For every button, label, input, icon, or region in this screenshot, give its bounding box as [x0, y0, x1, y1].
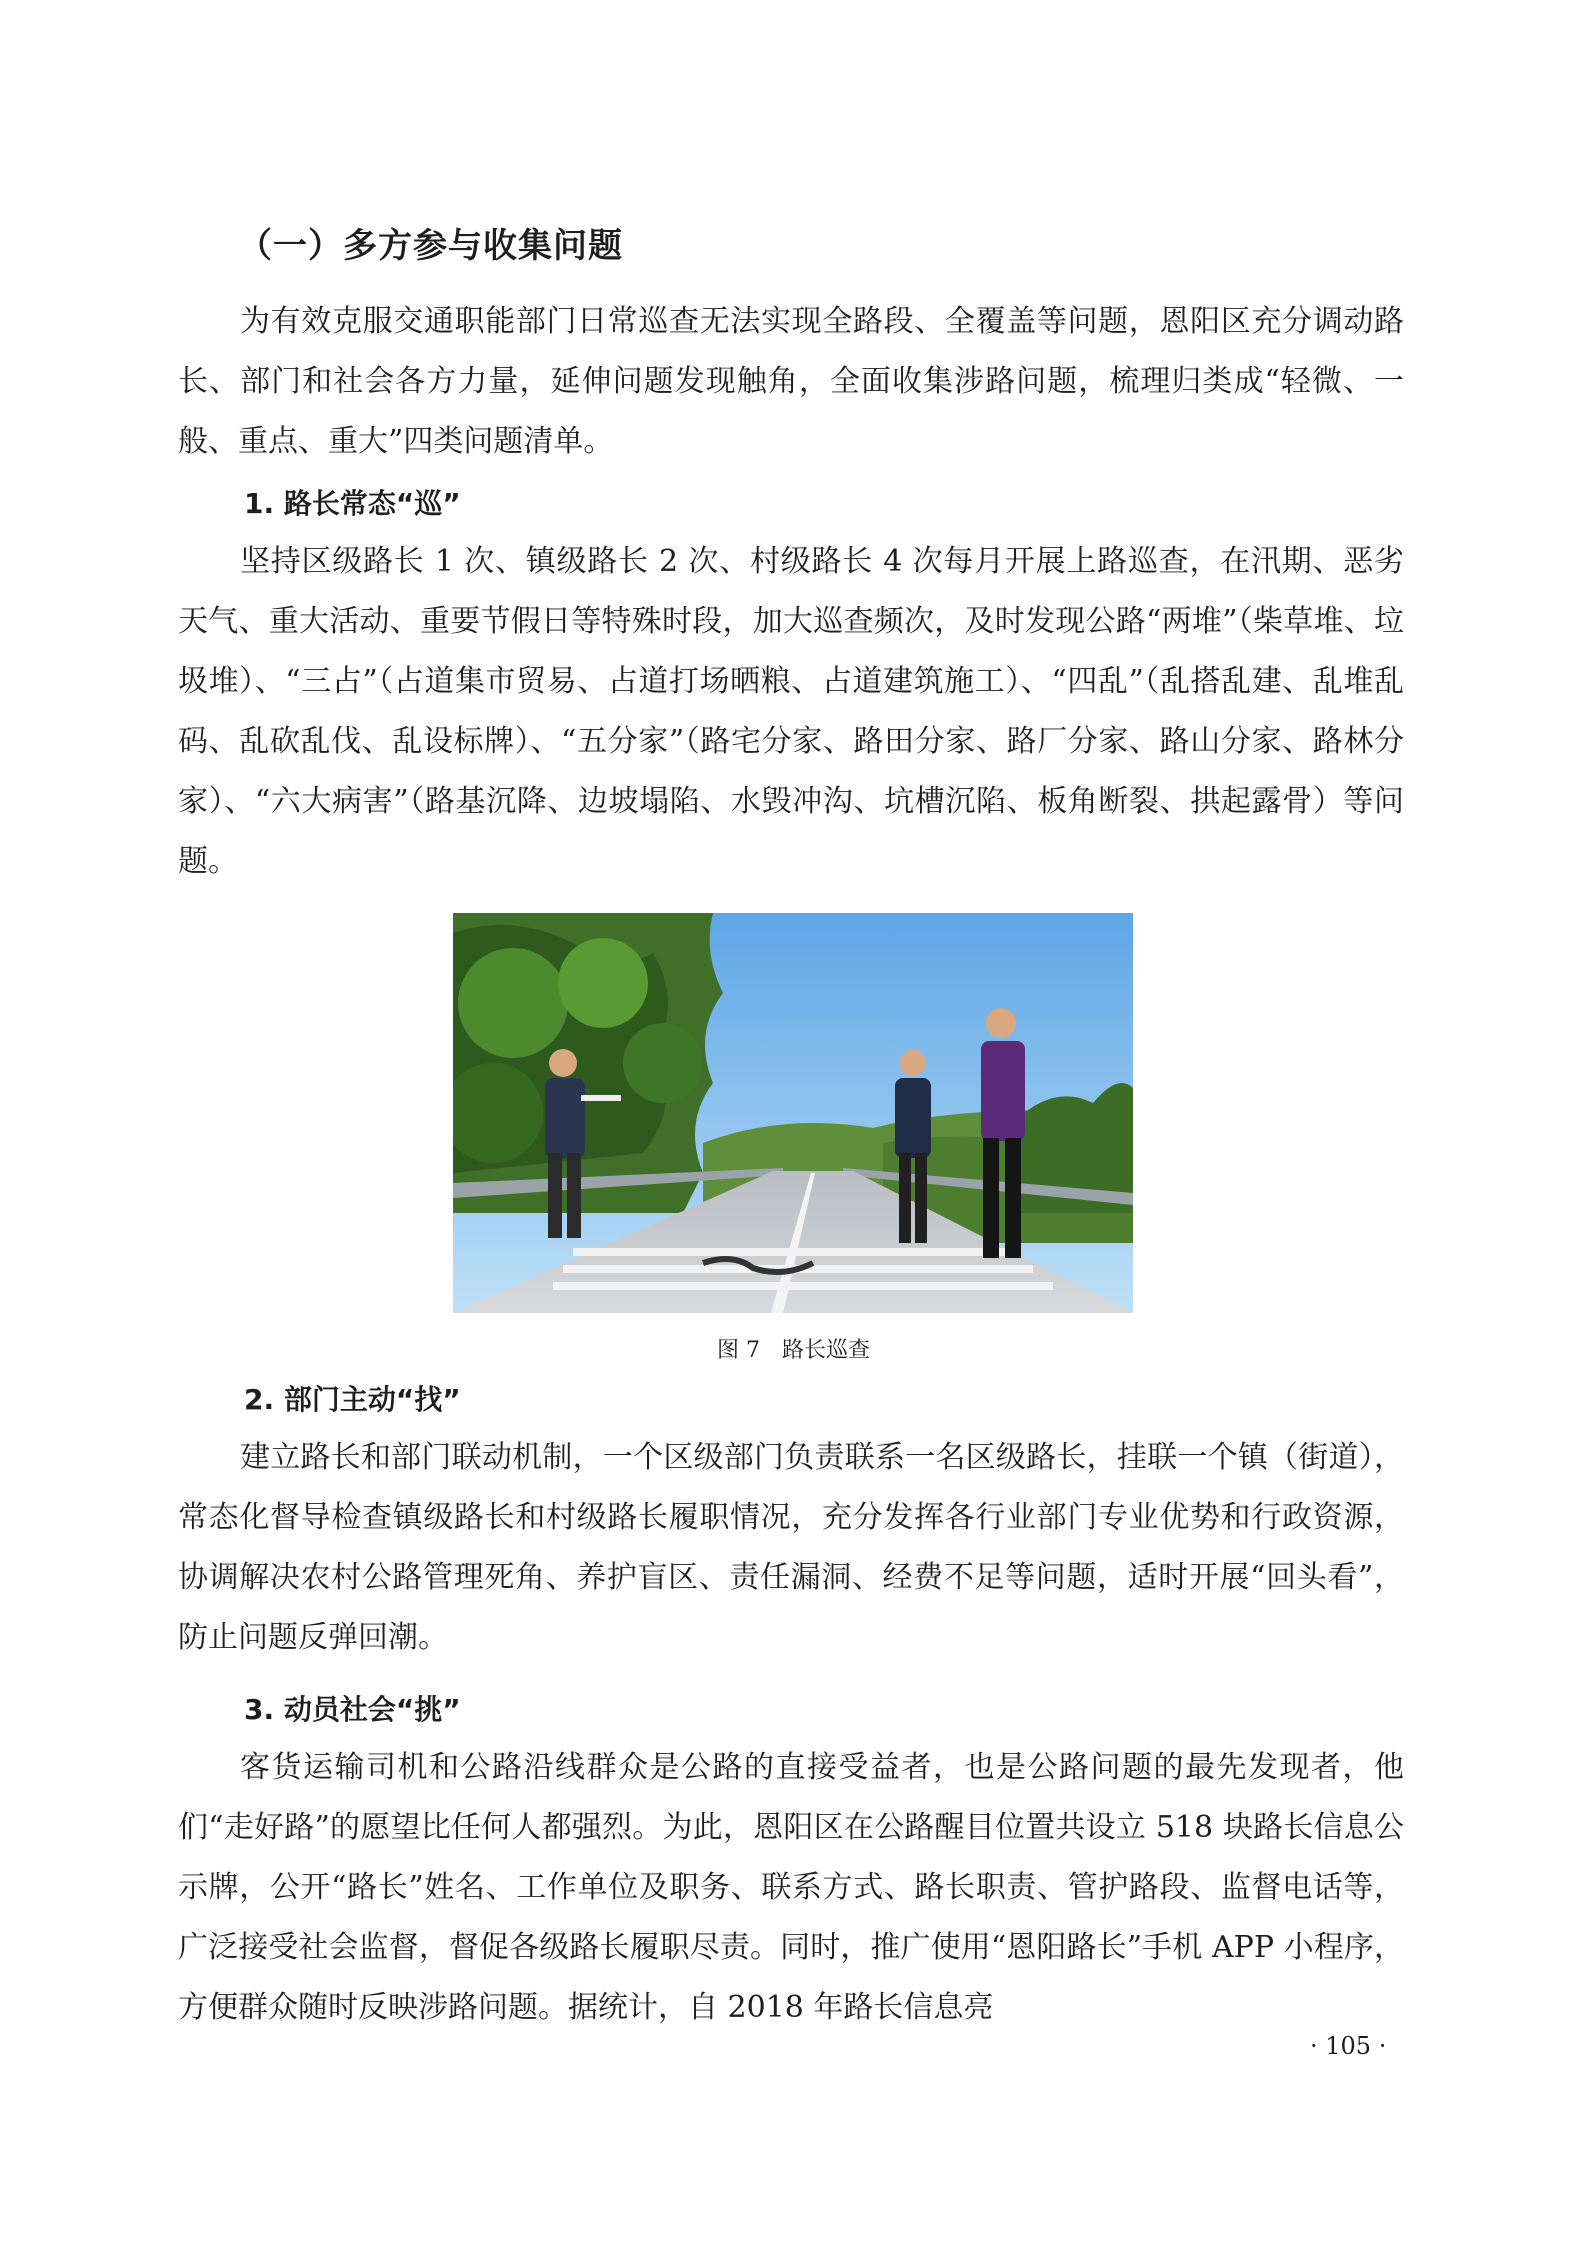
society-paragraph: 客货运输司机和公路沿线群众是公路的直接受益者，也是公路问题的最先发现者，他们“走好路”的愿望比任何人都强烈。为此，恩阳区在公路醒目位置共设立 518 块路长信息公示牌，公开“路长”姓名、工作单位及职务、联系方式、路长职责、管护路段、监督电话等，广泛接受社会监督，督促各级路长履职尽责。同时，推广使用“恩阳路长”手机 APP 小程序，方便群众随时反映涉路问题。据统计，自 2018 年路长信息亮 [178, 1750, 1404, 2025]
section-title: （一）多方参与收集问题 [238, 226, 623, 266]
page-number: · 105 · [1310, 2032, 1387, 2060]
subheading-society: 3. 动员社会“挑” [244, 1693, 461, 1726]
subheading-patrol: 1. 路长常态“巡” [244, 487, 461, 520]
subheading-department: 2. 部门主动“找” [244, 1383, 461, 1416]
patrol-paragraph: 坚持区级路长 1 次、镇级路长 2 次、村级路长 4 次每月开展上路巡查，在汛期、恶劣天气、重大活动、重要节假日等特殊时段，加大巡查频次，及时发现公路“两堆”（柴草堆、垃圾堆）、“三占”（占道集市贸易、占道打场晒粮、占道建筑施工）、“四乱”（乱搭乱建、乱堆乱码、乱砍乱伐、乱设标牌）、“五分家”（路宅分家、路田分家、路厂分家、路山分家、路林分家）、“六大病害”（路基沉降、边坡塌陷、水毁冲沟、坑槽沉陷、板角断裂、拱起露骨）等问题。 [178, 544, 1404, 879]
intro-paragraph: 为有效克服交通职能部门日常巡查无法实现全路段、全覆盖等问题，恩阳区充分调动路长、部门和社会各方力量，延伸问题发现触角，全面收集涉路问题，梳理归类成“轻微、一般、重点、重大”四类问题清单。 [178, 304, 1404, 459]
department-paragraph: 建立路长和部门联动机制，一个区级部门负责联系一名区级路长，挂联一个镇（街道），常态化督导检查镇级路长和村级路长履职情况，充分发挥各行业部门专业优势和行政资源，协调解决农村公路管理死角、养护盲区、责任漏洞、经费不足等问题，适时开展“回头看”，防止问题反弹回潮。 [178, 1440, 1404, 1655]
road-patrol-photo [453, 913, 1133, 1313]
figure-caption: 图 7 路长巡查 [717, 1338, 870, 1363]
